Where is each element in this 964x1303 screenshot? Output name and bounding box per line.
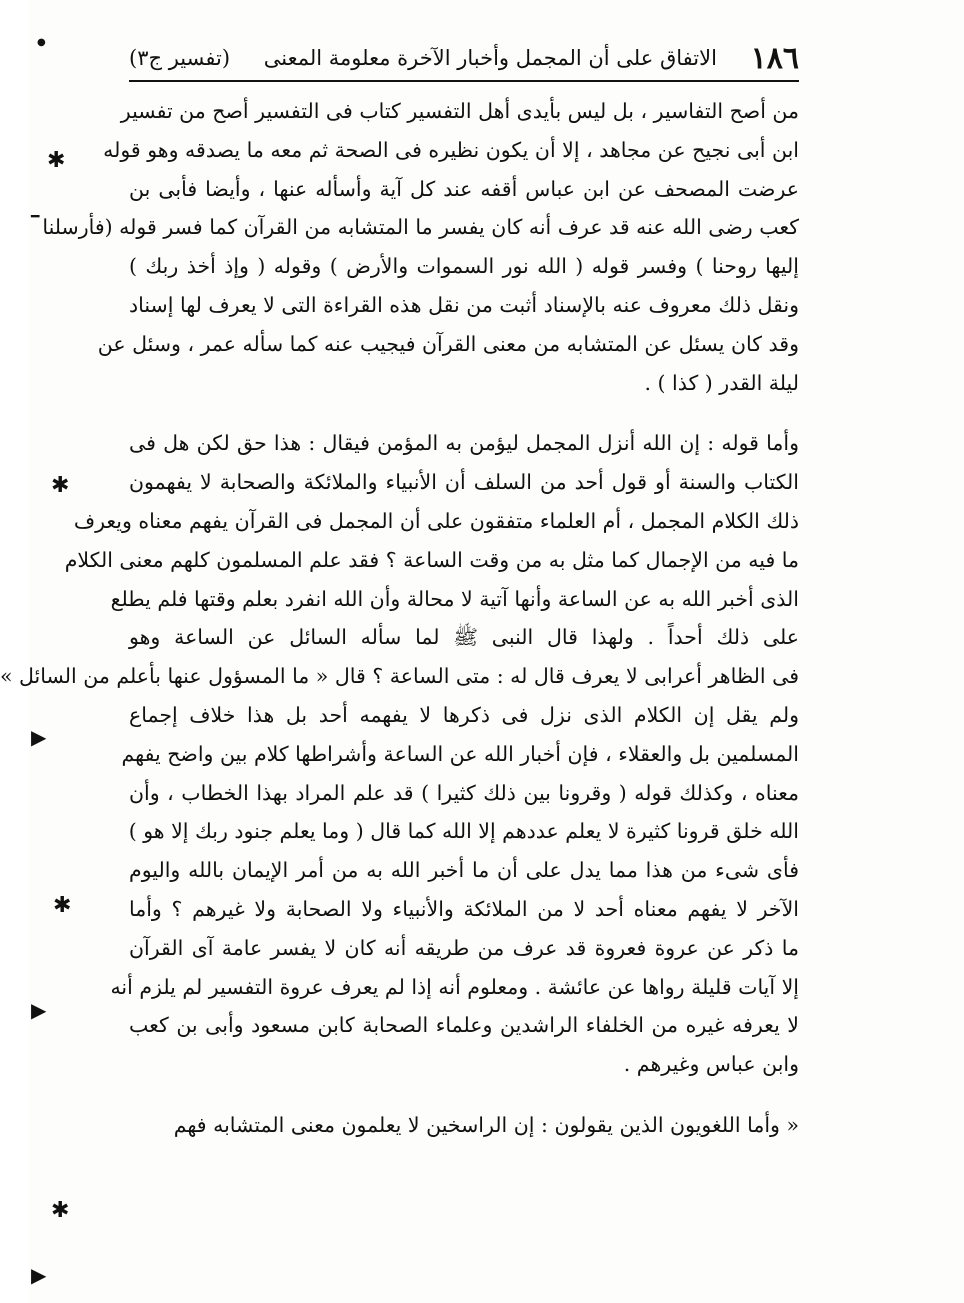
text-line: فى الظاهر أعرابى لا يعرف قال له : متى الساعة ؟ قال « ما المسؤول عنها بأعلم من السائل » bbox=[0, 664, 799, 689]
text-line: إلا آيات قليلة رواها عن عائشة . ومعلوم أنه إذا لم يعرف عروة التفسير لم يلزم أنه bbox=[110, 974, 799, 999]
scan-star-mark: ✱ bbox=[47, 148, 66, 173]
text-line: لا يعرفه غيره من الخلفاء الراشدين وعلماء الصحابة كابن مسعود وأبى بن كعب bbox=[129, 1013, 799, 1038]
scan-star-mark: ✱ bbox=[51, 473, 70, 498]
text-line: « وأما اللغويون الذين يقولون : إن الراسخين لا يعلمون معنى المتشابه فهم bbox=[173, 1112, 799, 1137]
paragraph bbox=[129, 1106, 799, 1145]
scan-arrow-mark: ▶ bbox=[31, 725, 47, 749]
text-line: الذى أخبر الله به عن الساعة وأنها آتية لا محالة وأن الله انفرد بعلم وقتها فلم يطلع bbox=[110, 586, 799, 611]
scan-dash-mark: ━ bbox=[31, 209, 40, 225]
text-line: ما فيه من الإجمال كما مثل به من وقت الساعة ؟ فقد علم المسلمون كلهم معنى الكلام bbox=[64, 547, 799, 572]
text-line: ذلك الكلام المجمل ، أم العلماء متفقون على أن المجمل فى القرآن يفهم معناه ويعرف bbox=[73, 508, 799, 533]
text-line: الله خلق قرونا كثيرة لا يعلم عددهم إلا الله كما قال ( وما يعلم جنود ربك إلا هو ) bbox=[128, 819, 799, 844]
text-line: وابن عباس وغيرهم . bbox=[623, 1052, 799, 1077]
scan-speck: ● bbox=[37, 37, 46, 48]
running-title: الاتفاق على أن المجمل وأخبار الآخرة معلومة المعنى bbox=[263, 46, 717, 70]
paragraph bbox=[0, 424, 799, 1084]
text-line: المسلمين بل والعقلاء ، فإن أخبار الله عن الساعة وأشراطها كلام بين واضح يفهم bbox=[121, 741, 799, 766]
text-line: وقد كان يسئل عن المتشابه من معنى القرآن فيجيب عنه كما سأله عمر ، وسئل عن bbox=[97, 331, 799, 356]
volume-label: (تفسير ج٣) bbox=[129, 46, 231, 70]
scan-star-mark: ✱ bbox=[51, 1198, 70, 1223]
text-line: الكتاب والسنة أو قول أحد من السلف أن الأنبياء والملائكة والصحابة لا يفهمون bbox=[129, 470, 799, 495]
text-line: من أصح التفاسير ، بل ليس بأيدى أهل التفسير كتاب فى التفسير أصح من تفسير bbox=[120, 99, 799, 123]
text-line: ولم يقل إن الكلام الذى نزل فى ذكرها لا يفهمه أحد بل هذا خلاف إجماع bbox=[129, 702, 799, 727]
scan-arrow-mark: ▶ bbox=[31, 1263, 47, 1287]
paragraph-gap bbox=[129, 402, 799, 424]
text-line: الآخر لا يفهم معناه أحد لا من الملائكة والأنبياء ولا الصحابة ولا غيرهم ؟ وأما bbox=[129, 896, 799, 921]
text-line: وأما قوله : إن الله أنزل المجمل ليؤمن به المؤمن فيقال : هذا حق لكن هل فى bbox=[129, 431, 799, 456]
paragraph bbox=[42, 92, 799, 402]
text-line: ونقل ذلك معروف عنه بالإسناد أثبت من نقل هذه القراءة التى لا يعرف لها إسناد bbox=[129, 292, 799, 317]
text-line: عرضت المصحف عن ابن عباس أقفه عند كل آية وأسأله عنها ، وأيضا فأبى بن bbox=[129, 176, 799, 201]
text-line: على ذلك أحداً . ولهذا قال النبى ﷺ لما سأله السائل عن الساعة وهو bbox=[129, 625, 799, 650]
text-line: فأى شىء من هذا مما يدل على أن ما أخبر الله به من أمر الإيمان بالله واليوم bbox=[129, 858, 799, 883]
page-body bbox=[0, 92, 799, 1145]
page-header bbox=[129, 36, 799, 82]
text-line: إليها روحنا ) وفسر قوله ( الله نور السموات والأرض ) وقوله ( وإذ أخذ ربك ) bbox=[129, 254, 799, 279]
scan-star-mark: ✱ bbox=[53, 893, 72, 918]
text-line: ما ذكر عن عروة فعروة قد عرف من طريقه أنه كان لا يفسر عامة آى القرآن bbox=[129, 935, 799, 960]
paragraph-gap bbox=[129, 1084, 799, 1106]
text-line: معناه ، وكذلك قوله ( وقرونا بين ذلك كثيرا ) قد علم المراد بهذا الخطاب ، وأن bbox=[129, 780, 799, 805]
text-line: ابن أبى نجيح عن مجاهد ، إلا أن يكون نظيره فى الصحة ثم معه ما يصدقه وهو قوله bbox=[103, 137, 799, 162]
text-line: ليلة القدر ( كذا ) . bbox=[644, 370, 799, 395]
text-line: كعب رضى الله عنه قد عرف أنه كان يفسر ما المتشابه من القرآن كما فسر قوله (فأرسلنا bbox=[42, 215, 799, 240]
page-number: ١٨٦ bbox=[750, 40, 799, 76]
scan-arrow-mark: ▶ bbox=[31, 998, 47, 1022]
